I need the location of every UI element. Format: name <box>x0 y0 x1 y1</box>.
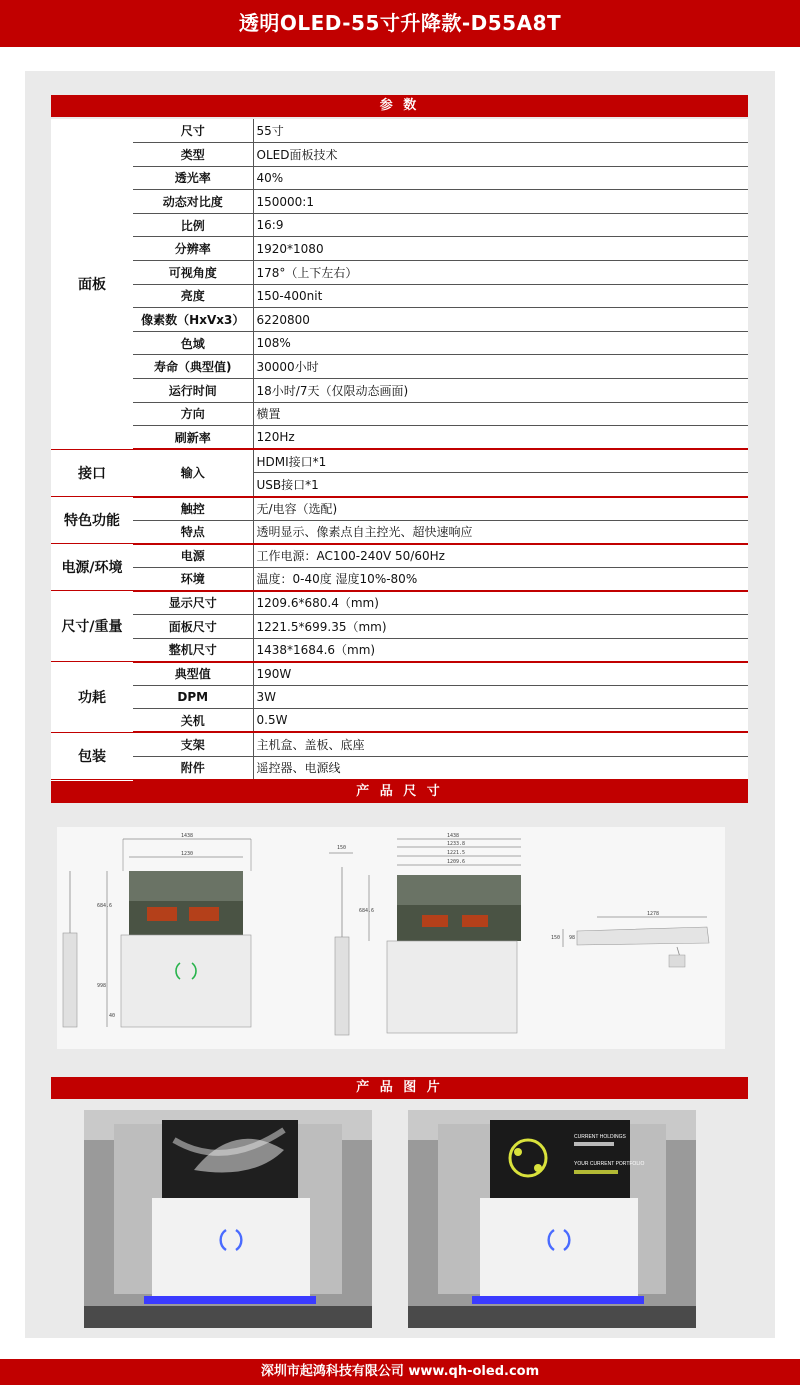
dimension-drawings <box>57 827 725 1049</box>
spec-row <box>51 662 748 686</box>
spec-value: USB接口*1 <box>253 473 748 497</box>
spec-label: 环境 <box>133 567 253 591</box>
spec-category-panel: 面板 <box>51 119 133 449</box>
dim-top-depth-2: 98 <box>569 935 576 941</box>
spec-category-interface: 接口 <box>51 449 133 496</box>
side-and-back-drawing <box>329 833 521 1035</box>
spec-category-package: 包装 <box>51 732 133 779</box>
dim-mid-width-1: 1438 <box>447 833 460 839</box>
spec-row <box>51 166 748 190</box>
dim-mid-width-3: 1221.5 <box>447 850 466 856</box>
dim-front-width-screen: 1230 <box>181 851 194 857</box>
spec-value: 无/电容（选配) <box>253 497 748 521</box>
spec-label: 面板尺寸 <box>133 614 253 638</box>
spec-label: 比例 <box>133 213 253 237</box>
spec-row <box>51 614 748 638</box>
spec-value: 108% <box>253 331 748 355</box>
section-bar-params: 参 数 <box>51 95 748 117</box>
spec-label: 尺寸 <box>133 119 253 143</box>
spec-value: 150-400nit <box>253 284 748 308</box>
spec-value: HDMI接口*1 <box>253 449 748 473</box>
spec-value: 1438*1684.6（mm) <box>253 638 748 662</box>
spec-value: 6220800 <box>253 308 748 332</box>
dim-mid-width-4: 1209.6 <box>447 859 466 865</box>
spec-label: 亮度 <box>133 284 253 308</box>
spec-value: 工作电源：AC100-240V 50/60Hz <box>253 544 748 568</box>
spec-row <box>51 308 748 332</box>
spec-row <box>51 331 748 355</box>
spec-value: 178°（上下左右） <box>253 261 748 285</box>
spec-value: 18小时/7天（仅限动态画面) <box>253 379 748 403</box>
spec-label: 附件 <box>133 756 253 780</box>
front-view-drawing <box>63 833 251 1027</box>
spec-row <box>51 379 748 403</box>
spec-value: 1920*1080 <box>253 237 748 261</box>
spec-value: 190W <box>253 662 748 686</box>
spec-label: 特点 <box>133 520 253 544</box>
spec-label: 色域 <box>133 331 253 355</box>
spec-row <box>51 497 748 521</box>
spec-label: 触控 <box>133 497 253 521</box>
spec-label: 电源 <box>133 544 253 568</box>
spec-value: 0.5W <box>253 709 748 733</box>
spec-value: 3W <box>253 685 748 709</box>
dim-mid-width-2: 1233.8 <box>447 841 466 847</box>
spec-label: 像素数（HxVx3） <box>133 308 253 332</box>
footer-company: 深圳市起鸿科技有限公司 www.qh-oled.com <box>0 1359 800 1385</box>
screen-mock-title: CURRENT HOLDINGS <box>574 1134 626 1140</box>
spec-label: 寿命（典型值) <box>133 355 253 379</box>
product-photo-1 <box>84 1110 372 1328</box>
spec-label: 刷新率 <box>133 426 253 450</box>
spec-label: 输入 <box>133 449 253 496</box>
spec-value: 1221.5*699.35（mm) <box>253 614 748 638</box>
spec-label: 运行时间 <box>133 379 253 403</box>
dim-front-width-total: 1438 <box>181 833 194 839</box>
dim-top-length: 1278 <box>647 911 660 917</box>
spec-label: 显示尺寸 <box>133 591 253 615</box>
spec-value: 1209.6*680.4（mm) <box>253 591 748 615</box>
spec-value: 55寸 <box>253 119 748 143</box>
spec-row <box>51 732 748 756</box>
spec-label: 关机 <box>133 709 253 733</box>
spec-value: 遥控器、电源线 <box>253 756 748 780</box>
spec-row <box>51 213 748 237</box>
spec-row <box>51 520 748 544</box>
spec-row <box>51 143 748 167</box>
spec-label: 动态对比度 <box>133 190 253 214</box>
spec-row <box>51 190 748 214</box>
spec-label: 方向 <box>133 402 253 426</box>
spec-label: 类型 <box>133 143 253 167</box>
spec-label: 分辨率 <box>133 237 253 261</box>
spec-row <box>51 237 748 261</box>
spec-row <box>51 638 748 662</box>
spec-row <box>51 119 748 143</box>
product-photo-2 <box>408 1110 696 1328</box>
dim-front-height-foot: 40 <box>109 1013 116 1019</box>
spec-category-consumption: 功耗 <box>51 662 133 733</box>
spec-row <box>51 709 748 733</box>
spec-value: 120Hz <box>253 426 748 450</box>
section-bar-photos: 产 品 图 片 <box>51 1077 748 1099</box>
spec-row <box>51 591 748 615</box>
dim-front-height-screen: 684.6 <box>97 903 113 909</box>
spec-label: 整机尺寸 <box>133 638 253 662</box>
spec-category-size-weight: 尺寸/重量 <box>51 591 133 662</box>
spec-label: 支架 <box>133 732 253 756</box>
spec-value: 主机盒、盖板、底座 <box>253 732 748 756</box>
dim-top-depth-1: 150 <box>551 935 561 941</box>
spec-table <box>51 119 748 781</box>
spec-row <box>51 402 748 426</box>
spec-value: 横置 <box>253 402 748 426</box>
spec-row <box>51 261 748 285</box>
spec-category-features: 特色功能 <box>51 497 133 544</box>
section-bar-dimensions: 产 品 尺 寸 <box>51 781 748 803</box>
spec-row <box>51 685 748 709</box>
spec-row <box>51 426 748 450</box>
spec-row <box>51 284 748 308</box>
spec-value: 透明显示、像素点自主控光、超快速响应 <box>253 520 748 544</box>
screen-mock-subtitle: YOUR CURRENT PORTFOLIO <box>574 1161 645 1167</box>
spec-row <box>51 567 748 591</box>
spec-value: 40% <box>253 166 748 190</box>
page-title: 透明OLED-55寸升降款-D55A8T <box>0 0 800 47</box>
spec-row <box>51 355 748 379</box>
spec-label: 典型值 <box>133 662 253 686</box>
spec-row <box>51 544 748 568</box>
spec-label: DPM <box>133 685 253 709</box>
spec-value: 150000:1 <box>253 190 748 214</box>
spec-label: 透光率 <box>133 166 253 190</box>
dim-side-depth: 150 <box>337 845 347 851</box>
spec-row <box>51 449 748 473</box>
spec-value: 温度：0-40度 湿度10%-80% <box>253 567 748 591</box>
spec-label: 可视角度 <box>133 261 253 285</box>
spec-value: 30000小时 <box>253 355 748 379</box>
dim-front-height-base: 998 <box>97 983 107 989</box>
spec-value: OLED面板技术 <box>253 143 748 167</box>
top-view-drawing <box>551 911 709 967</box>
spec-value: 16:9 <box>253 213 748 237</box>
spec-row <box>51 756 748 780</box>
spec-category-power-env: 电源/环境 <box>51 544 133 591</box>
dim-mid-height: 684.6 <box>359 908 375 914</box>
